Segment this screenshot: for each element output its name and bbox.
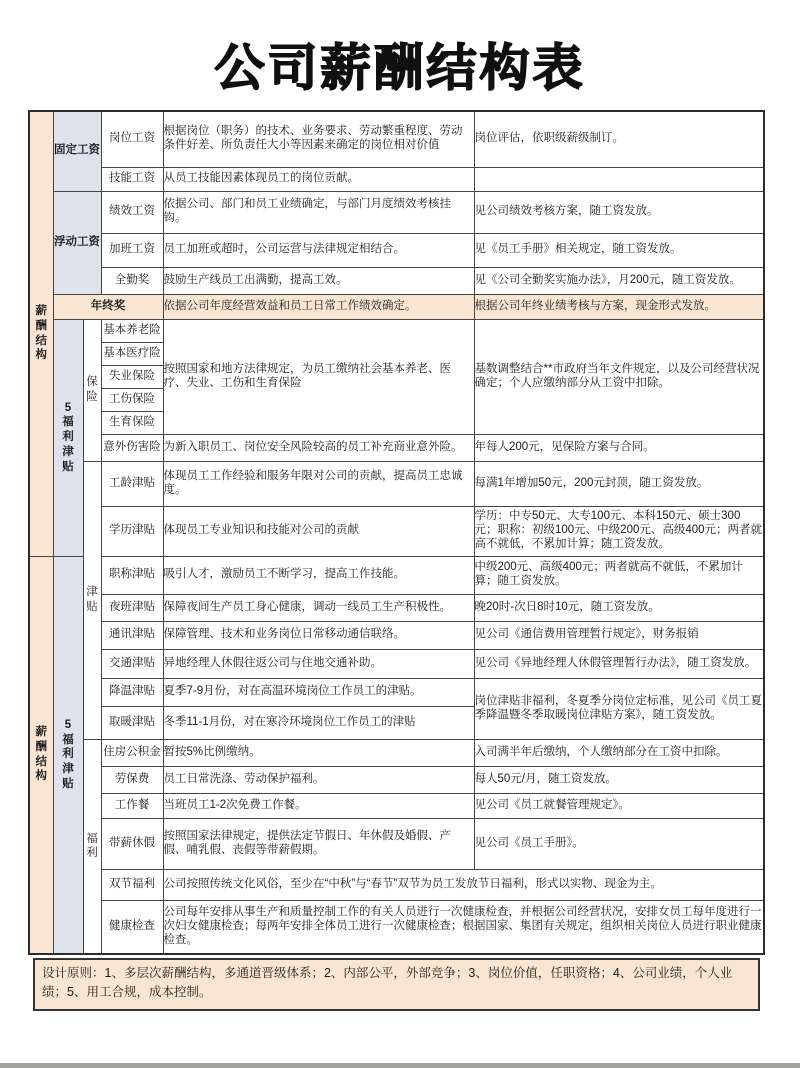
- structure-label-bottom: 薪酬结构: [29, 556, 53, 954]
- item-cell: 基本养老险: [101, 319, 163, 342]
- desc-cell: 按照国家法律规定，提供法定节假日、年休假及婚假、产假、哺乳假、丧假等带薪假期。: [163, 818, 474, 869]
- item-cell: 劳保费: [101, 766, 163, 793]
- desc-cell: 员工日常洗涤、劳动保护福利。: [163, 766, 474, 793]
- note-cell: 见《员工手册》相关规定，随工资发放。: [474, 233, 764, 267]
- note-cell: 见公司《员工手册》。: [474, 818, 764, 869]
- item-cell: 加班工资: [101, 233, 163, 267]
- note-cell: 学历：中专50元、大专100元、本科150元、硕士300元；职称：初级100元、中级200元、高级400元；两者就高不就低，不累加计算；随工资发放。: [474, 506, 764, 556]
- table-row: [29, 900, 764, 954]
- table-row: [29, 461, 764, 506]
- note-cell: 见公司《员工就餐管理规定》。: [474, 793, 764, 818]
- item-cell: 通讯津贴: [101, 621, 163, 649]
- note-cell: 中级200元、高级400元；两者就高不就低，不累加计算；随工资发放。: [474, 556, 764, 594]
- desc-cell: 夏季7-9月份，对在高温环境岗位工作员工的津贴。: [163, 678, 474, 706]
- table-row: [29, 649, 764, 678]
- item-cell: 住房公积金: [101, 739, 163, 766]
- desc-cell: 暂按5%比例缴纳。: [163, 739, 474, 766]
- desc-cell-full-width: 公司每年安排从事生产和质量控制工作的有关人员进行一次健康检查，并根据公司经营状况，安排女员工每年度进行一次妇女健康检查；每两年安排全体员工进行一次健康检查；根据国家、集团有关规定，组织相关岗位人员进行职业健康检查。: [163, 900, 764, 954]
- table-row: [29, 869, 764, 900]
- desc-cell: 依据公司、部门和员工业绩确定，与部门月度绩效考核挂钩。: [163, 191, 474, 233]
- desc-cell: 为新入职员工、岗位安全风险较高的员工补充商业意外险。: [163, 434, 474, 461]
- note-cell-empty: [474, 167, 764, 191]
- table-row: [29, 739, 764, 766]
- item-cell: 失业保险: [101, 365, 163, 388]
- note-cell: 见公司《通信费用管理暂行规定》，财务报销: [474, 621, 764, 649]
- desc-cell: 从员工技能因素体现员工的岗位贡献。: [163, 167, 474, 191]
- desc-cell: 员工加班或超时，公司运营与法律规定相结合。: [163, 233, 474, 267]
- note-cell: 岗位评估，依职级薪级制订。: [474, 111, 764, 167]
- note-cell-seasonal-subsidy: 岗位津贴非福利，冬夏季分岗位定标准，见公司《员工夏季降温暨冬季取暖岗位津贴方案》，随工资发放。: [474, 678, 764, 739]
- desc-cell: 依据公司年度经营效益和员工日常工作绩效确定。: [163, 294, 474, 319]
- group-subsidy: 津贴: [83, 461, 101, 739]
- item-cell: 夜班津贴: [101, 594, 163, 621]
- note-cell-insurance: 基数调整结合**市政府当年文件规定，以及公司经营状况确定；个人应缴纳部分从工资中扣除。: [474, 319, 764, 434]
- item-cell: 全勤奖: [101, 267, 163, 294]
- table-row: [29, 111, 764, 167]
- table-row: [29, 556, 764, 594]
- desc-cell: 保障管理、技术和业务岗位日常移动通信联络。: [163, 621, 474, 649]
- desc-cell: 保障夜间生产员工身心健康，调动一线员工生产积极性。: [163, 594, 474, 621]
- table-row: [29, 793, 764, 818]
- note-cell: 晚20时-次日8时10元，随工资发放。: [474, 594, 764, 621]
- table-row: [29, 319, 764, 342]
- table-row: [29, 434, 764, 461]
- table-row-year-end-bonus: [29, 294, 764, 319]
- item-cell: 交通津贴: [101, 649, 163, 678]
- table-row: [29, 594, 764, 621]
- note-cell: 入司满半年后缴纳，个人缴纳部分在工资中扣除。: [474, 739, 764, 766]
- item-cell: 岗位工资: [101, 111, 163, 167]
- group-insurance: 保险: [83, 319, 101, 461]
- item-cell: 意外伤害险: [101, 434, 163, 461]
- item-cell: 技能工资: [101, 167, 163, 191]
- item-cell: 降温津贴: [101, 678, 163, 706]
- desc-cell-insurance: 按照国家和地方法律规定，为员工缴纳社会基本养老、医疗、失业、工伤和生育保险: [163, 319, 474, 434]
- category-welfare-subsidy-top: 5福利津贴: [53, 319, 83, 556]
- desc-cell: 当班员工1-2次免费工作餐。: [163, 793, 474, 818]
- item-cell: 学历津贴: [101, 506, 163, 556]
- desc-cell-full-width: 公司按照传统文化风俗，至少在“中秋”与“春节”双节为员工发放节日福利，形式以实物、现金为主。: [163, 869, 764, 900]
- item-cell: 带薪休假: [101, 818, 163, 869]
- note-cell: 见公司《异地经理人休假管理暂行办法》，随工资发放。: [474, 649, 764, 678]
- desc-cell: 异地经理人休假往返公司与住地交通补助。: [163, 649, 474, 678]
- bottom-bar: [0, 1063, 800, 1068]
- item-cell: 绩效工资: [101, 191, 163, 233]
- salary-structure-table: [28, 110, 765, 955]
- desc-cell: 冬季11-1月份，对在寒冷环境岗位工作员工的津贴: [163, 706, 474, 739]
- desc-cell: 体现员工专业知识和技能对公司的贡献: [163, 506, 474, 556]
- item-cell: 职称津贴: [101, 556, 163, 594]
- table-row: [29, 506, 764, 556]
- item-cell: 取暖津贴: [101, 706, 163, 739]
- item-cell: 工龄津贴: [101, 461, 163, 506]
- note-cell: 根据公司年终业绩考核与方案，现金形式发放。: [474, 294, 764, 319]
- structure-label-top: 薪酬结构: [29, 111, 53, 556]
- item-cell: 工伤保险: [101, 388, 163, 411]
- design-principles-note: 设计原则：1、多层次薪酬结构，多通道晋级体系；2、内部公平，外部竞争；3、岗位价值，任职资格；4、公司业绩，个人业绩；5、用工合规，成本控制。: [33, 958, 760, 1011]
- table-row: [29, 678, 764, 706]
- table-row: [29, 766, 764, 793]
- note-cell: 见《公司全勤奖实施办法》，月200元，随工资发放。: [474, 267, 764, 294]
- item-cell: 工作餐: [101, 793, 163, 818]
- table-row: [29, 267, 764, 294]
- item-cell: 健康检查: [101, 900, 163, 954]
- note-cell: 见公司绩效考核方案，随工资发放。: [474, 191, 764, 233]
- table-row: [29, 818, 764, 869]
- item-cell: 双节福利: [101, 869, 163, 900]
- desc-cell: 吸引人才，激励员工不断学习，提高工作技能。: [163, 556, 474, 594]
- group-welfare: 福利: [83, 739, 101, 954]
- desc-cell: 鼓励生产线员工出满勤，提高工效。: [163, 267, 474, 294]
- table-row: [29, 191, 764, 233]
- page-title: 公司薪酬结构表: [214, 40, 586, 96]
- item-cell: 基本医疗险: [101, 342, 163, 365]
- note-cell: 每满1年增加50元，200元封顶，随工资发放。: [474, 461, 764, 506]
- desc-cell: 根据岗位（职务）的技术、业务要求、劳动繁重程度、劳动条件好差、所负责任大小等因素来确定的岗位相对价值: [163, 111, 474, 167]
- category-welfare-subsidy-bottom: 5福利津贴: [53, 556, 83, 954]
- desc-cell: 体现员工工作经验和服务年限对公司的贡献，提高员工忠诚度。: [163, 461, 474, 506]
- category-floating-salary: 浮动工资: [53, 191, 101, 294]
- item-cell: 生育保险: [101, 411, 163, 434]
- category-fixed-salary: 固定工资: [53, 111, 101, 191]
- table-row: [29, 621, 764, 649]
- table-row: [29, 167, 764, 191]
- year-end-bonus-label: 年终奖: [53, 294, 163, 319]
- table-row: [29, 233, 764, 267]
- note-cell: 每人50元/月，随工资发放。: [474, 766, 764, 793]
- note-cell: 年每人200元，见保险方案与合同。: [474, 434, 764, 461]
